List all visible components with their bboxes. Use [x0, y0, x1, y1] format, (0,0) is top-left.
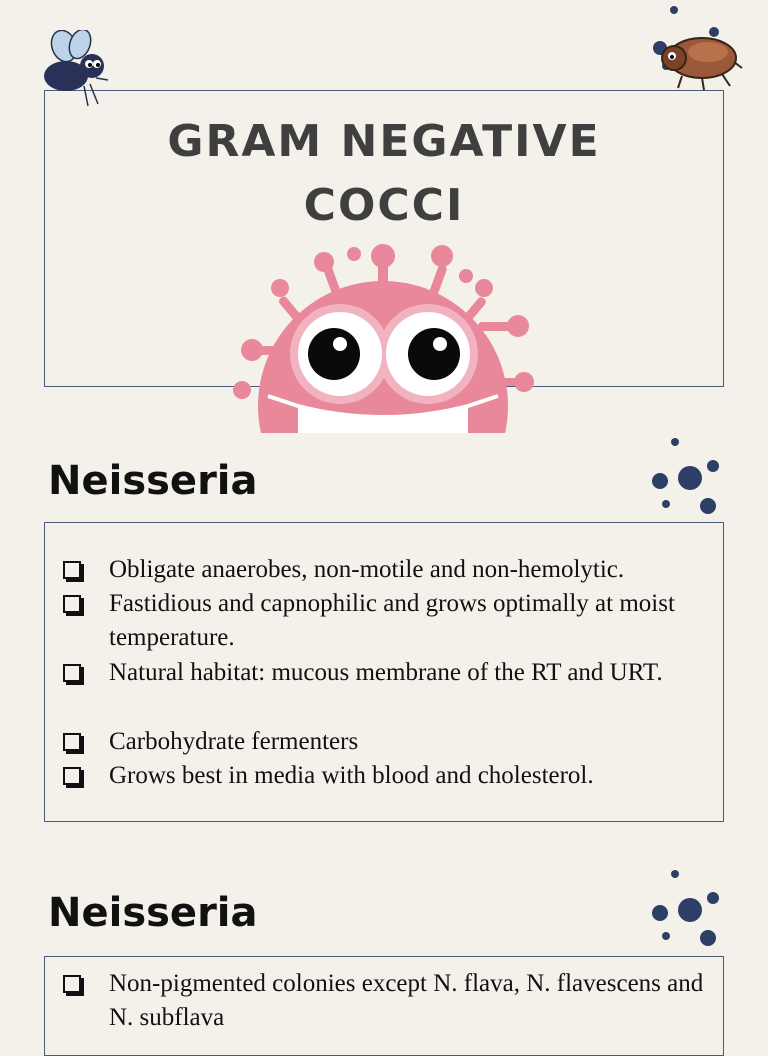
checkbox-bullet-icon [63, 561, 81, 579]
virus-mascot-icon [228, 236, 538, 433]
list-item: Carbohydrate fermenters [63, 725, 709, 759]
title-line-1: GRAM NEGATIVE [167, 116, 601, 167]
checkbox-bullet-icon [63, 595, 81, 613]
beetle-icon [652, 6, 744, 92]
checkbox-bullet-icon [63, 733, 81, 751]
page-title [0, 110, 768, 238]
dots-decoration-icon [648, 436, 724, 516]
list-item: Fastidious and capnophilic and grows optimally at moist temperature. [63, 587, 709, 655]
checkbox-bullet-icon [63, 664, 81, 682]
list-item: Obligate anaerobes, non-motile and non-hemolytic. [63, 553, 709, 587]
list-item: Natural habitat: mucous membrane of the RT and URT. [63, 656, 709, 690]
list-item: Non-pigmented colonies except N. flava, N. flavescens and N. subflava [63, 967, 709, 1035]
dots-decoration-icon [648, 868, 724, 948]
list-item: Grows best in media with blood and cholesterol. [63, 759, 709, 793]
checkbox-bullet-icon [63, 767, 81, 785]
section-heading-neisseria-2: Neisseria [48, 890, 258, 936]
fly-icon [36, 30, 112, 110]
title-line-2: COCCI [303, 180, 465, 231]
neisseria-colonies-card [44, 956, 724, 1056]
neisseria-properties-card [44, 522, 724, 822]
checkbox-bullet-icon [63, 975, 81, 993]
section-heading-neisseria: Neisseria [48, 458, 258, 504]
